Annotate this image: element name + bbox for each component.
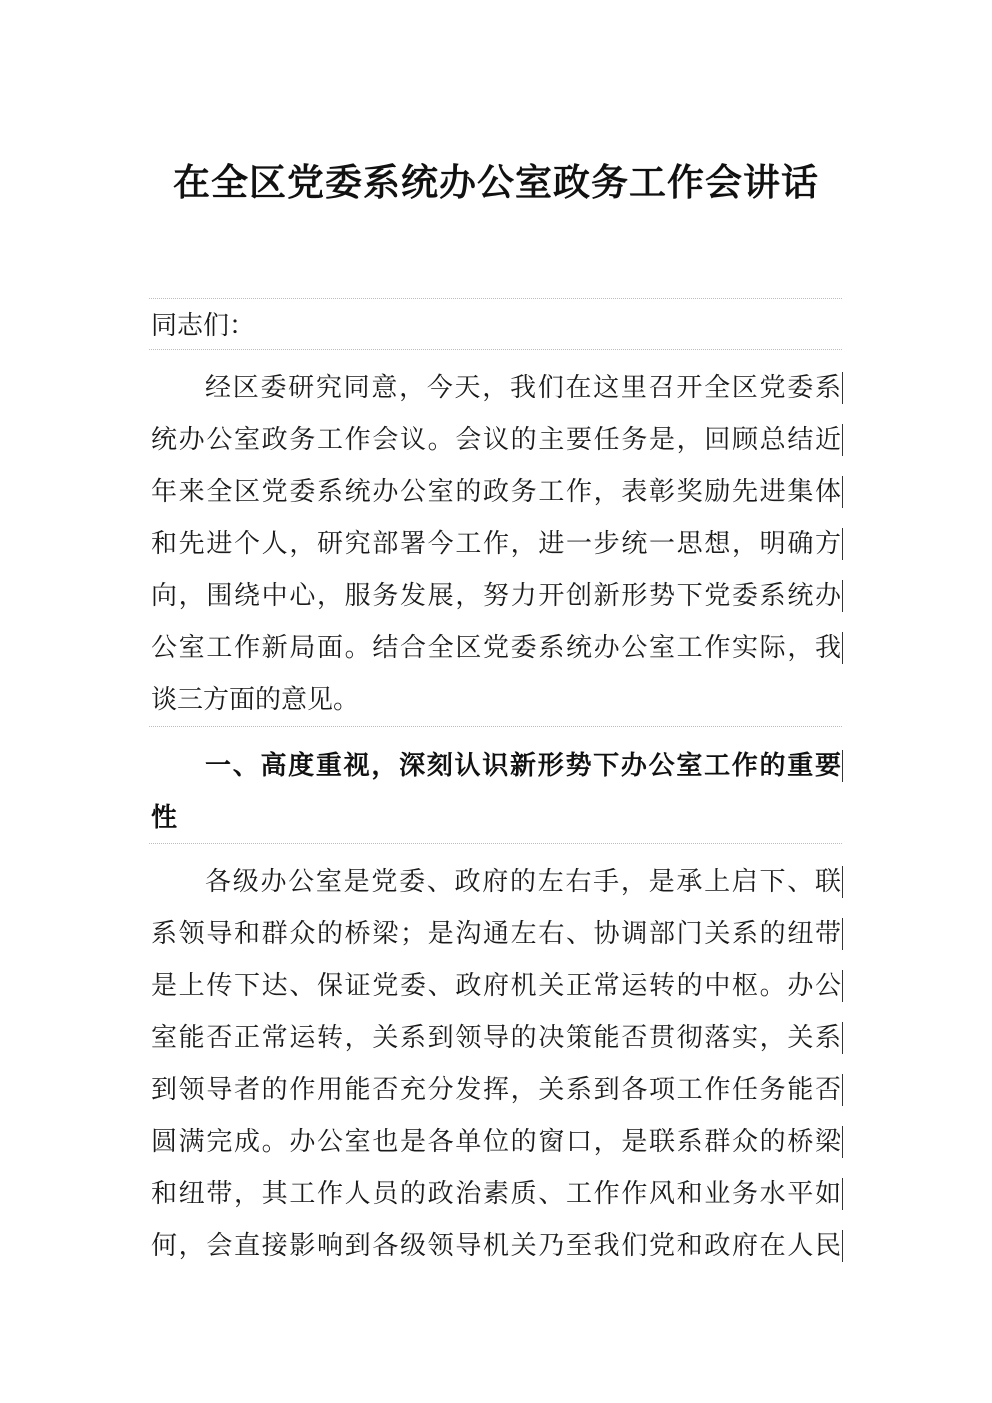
line-end-marker — [842, 1022, 843, 1054]
line-end-marker — [842, 866, 843, 898]
separator-line — [149, 349, 842, 350]
document-title: 在全区党委系统办公室政务工作会讲话 — [173, 160, 819, 204]
paragraph-1-line-6: 公室工作新局面。结合全区党委系统办公室工作实际，我 — [151, 633, 841, 663]
line-end-marker — [842, 750, 843, 782]
line-end-marker — [842, 424, 843, 456]
separator-line — [149, 298, 842, 299]
line-end-marker — [842, 528, 843, 560]
line-end-marker — [842, 476, 843, 508]
paragraph-1-line-5: 向，围绕中心，服务发展，努力开创新形势下党委系统办 — [151, 581, 841, 611]
paragraph-1-line-1: 经区委研究同意，今天，我们在这里召开全区党委系 — [205, 373, 841, 403]
paragraph-1-line-7: 谈三方面的意见。 — [151, 685, 360, 715]
separator-line — [149, 726, 842, 727]
paragraph-1-line-4: 和先进个人，研究部署今工作，进一步统一思想，明确方 — [151, 529, 841, 559]
paragraph-2-line-7: 和纽带，其工作人员的政治素质、工作作风和业务水平如 — [151, 1179, 841, 1209]
line-end-marker — [842, 372, 843, 404]
paragraph-2-line-4: 室能否正常运转，关系到领导的决策能否贯彻落实，关系 — [151, 1023, 841, 1053]
line-end-marker — [842, 1126, 843, 1158]
line-end-marker — [842, 1178, 843, 1210]
separator-line — [149, 843, 842, 844]
paragraph-2-line-6: 圆满完成。办公室也是各单位的窗口，是联系群众的桥梁 — [151, 1127, 841, 1157]
paragraph-2-line-5: 到领导者的作用能否充分发挥，关系到各项工作任务能否 — [151, 1075, 841, 1105]
section-heading-line-2: 性 — [151, 803, 178, 833]
section-heading-line-1: 一、高度重视，深刻认识新形势下办公室工作的重要 — [205, 751, 841, 781]
paragraph-2-line-3: 是上传下达、保证党委、政府机关正常运转的中枢。办公 — [151, 971, 841, 1001]
line-end-marker — [842, 1074, 843, 1106]
line-end-marker — [842, 632, 843, 664]
line-end-marker — [842, 1230, 843, 1262]
paragraph-1-line-2: 统办公室政务工作会议。会议的主要任务是，回顾总结近 — [151, 425, 841, 455]
paragraph-2-line-8: 何，会直接影响到各级领导机关乃至我们党和政府在人民 — [151, 1231, 841, 1261]
paragraph-1-line-3: 年来全区党委系统办公室的政务工作，表彰奖励先进集体 — [151, 477, 841, 507]
line-end-marker — [842, 918, 843, 950]
line-end-marker — [842, 970, 843, 1002]
line-end-marker — [842, 580, 843, 612]
paragraph-2-line-1: 各级办公室是党委、政府的左右手，是承上启下、联 — [205, 867, 841, 897]
paragraph-2-line-2: 系领导和群众的桥梁；是沟通左右、协调部门关系的纽带 — [151, 919, 841, 949]
salutation: 同志们： — [151, 311, 256, 341]
